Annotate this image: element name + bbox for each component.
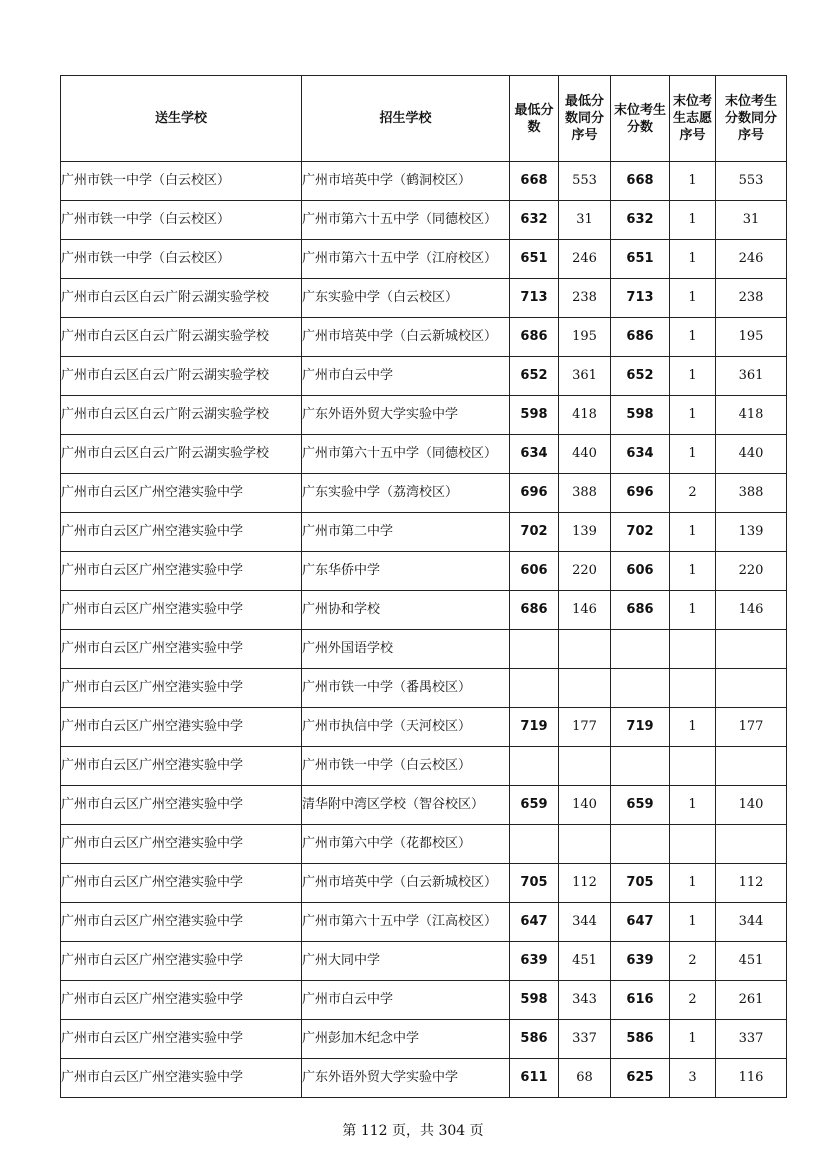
cell-sending-school: 广州市白云区广州空港实验中学 bbox=[61, 474, 302, 513]
cell-last-score-tie-rank: 553 bbox=[716, 162, 787, 201]
cell-sending-school: 广州市白云区广州空港实验中学 bbox=[61, 552, 302, 591]
cell-min-score-tie-rank: 68 bbox=[559, 1059, 611, 1098]
cell-admitting-school: 广州市第六十五中学（江高校区） bbox=[302, 903, 510, 942]
cell-last-score-tie-rank: 246 bbox=[716, 240, 787, 279]
cell-last-choice-rank: 2 bbox=[670, 981, 716, 1020]
cell-min-score-tie-rank: 146 bbox=[559, 591, 611, 630]
cell-last-choice-rank: 1 bbox=[670, 864, 716, 903]
cell-min-score-tie-rank: 337 bbox=[559, 1020, 611, 1059]
table-row bbox=[61, 786, 787, 825]
cell-min-score-tie-rank: 139 bbox=[559, 513, 611, 552]
cell-min-score-tie-rank bbox=[559, 630, 611, 669]
cell-last-score: 659 bbox=[611, 786, 670, 825]
cell-sending-school: 广州市白云区广州空港实验中学 bbox=[61, 864, 302, 903]
cell-min-score: 668 bbox=[510, 162, 559, 201]
cell-min-score: 647 bbox=[510, 903, 559, 942]
cell-last-score: 696 bbox=[611, 474, 670, 513]
cell-last-score-tie-rank: 440 bbox=[716, 435, 787, 474]
cell-last-score bbox=[611, 825, 670, 864]
header-sending-school: 送生学校 bbox=[61, 76, 302, 162]
cell-sending-school: 广州市白云区白云广附云湖实验学校 bbox=[61, 396, 302, 435]
cell-last-score: 616 bbox=[611, 981, 670, 1020]
cell-admitting-school: 广州市培英中学（鹤洞校区） bbox=[302, 162, 510, 201]
cell-min-score: 686 bbox=[510, 591, 559, 630]
cell-last-choice-rank: 1 bbox=[670, 240, 716, 279]
cell-admitting-school: 广州市第六中学（花都校区） bbox=[302, 825, 510, 864]
cell-last-choice-rank: 1 bbox=[670, 357, 716, 396]
cell-min-score-tie-rank bbox=[559, 825, 611, 864]
cell-sending-school: 广州市白云区广州空港实验中学 bbox=[61, 981, 302, 1020]
cell-last-score: 598 bbox=[611, 396, 670, 435]
cell-min-score: 632 bbox=[510, 201, 559, 240]
cell-last-score: 632 bbox=[611, 201, 670, 240]
cell-min-score: 634 bbox=[510, 435, 559, 474]
table-row bbox=[61, 279, 787, 318]
cell-last-score: 639 bbox=[611, 942, 670, 981]
cell-sending-school: 广州市白云区广州空港实验中学 bbox=[61, 942, 302, 981]
cell-last-score: 625 bbox=[611, 1059, 670, 1098]
cell-last-score-tie-rank: 344 bbox=[716, 903, 787, 942]
cell-last-score-tie-rank bbox=[716, 825, 787, 864]
cell-min-score-tie-rank: 220 bbox=[559, 552, 611, 591]
cell-admitting-school: 广东外语外贸大学实验中学 bbox=[302, 1059, 510, 1098]
cell-min-score: 586 bbox=[510, 1020, 559, 1059]
admission-scores-table bbox=[60, 75, 787, 1098]
cell-sending-school: 广州市白云区广州空港实验中学 bbox=[61, 591, 302, 630]
cell-min-score: 651 bbox=[510, 240, 559, 279]
cell-min-score-tie-rank: 246 bbox=[559, 240, 611, 279]
cell-last-score bbox=[611, 747, 670, 786]
table-row bbox=[61, 396, 787, 435]
table-row bbox=[61, 357, 787, 396]
cell-sending-school: 广州市白云区广州空港实验中学 bbox=[61, 1020, 302, 1059]
cell-last-score: 713 bbox=[611, 279, 670, 318]
cell-min-score-tie-rank: 440 bbox=[559, 435, 611, 474]
cell-min-score: 713 bbox=[510, 279, 559, 318]
header-min-score: 最低分数 bbox=[510, 76, 559, 162]
cell-sending-school: 广州市铁一中学（白云校区） bbox=[61, 201, 302, 240]
cell-admitting-school: 广州市培英中学（白云新城校区） bbox=[302, 318, 510, 357]
cell-min-score: 606 bbox=[510, 552, 559, 591]
cell-admitting-school: 广州大同中学 bbox=[302, 942, 510, 981]
cell-last-choice-rank: 2 bbox=[670, 474, 716, 513]
cell-min-score: 598 bbox=[510, 981, 559, 1020]
table-row bbox=[61, 240, 787, 279]
cell-last-score: 686 bbox=[611, 318, 670, 357]
cell-sending-school: 广州市白云区白云广附云湖实验学校 bbox=[61, 435, 302, 474]
cell-sending-school: 广州市白云区广州空港实验中学 bbox=[61, 825, 302, 864]
table-row bbox=[61, 708, 787, 747]
cell-admitting-school: 广州市第六十五中学（江府校区） bbox=[302, 240, 510, 279]
table-row bbox=[61, 162, 787, 201]
cell-min-score: 659 bbox=[510, 786, 559, 825]
cell-last-score bbox=[611, 669, 670, 708]
cell-last-score: 702 bbox=[611, 513, 670, 552]
cell-last-score-tie-rank: 112 bbox=[716, 864, 787, 903]
cell-last-choice-rank: 1 bbox=[670, 201, 716, 240]
cell-last-score: 652 bbox=[611, 357, 670, 396]
cell-last-score-tie-rank: 388 bbox=[716, 474, 787, 513]
cell-sending-school: 广州市白云区广州空港实验中学 bbox=[61, 708, 302, 747]
cell-admitting-school: 广州市第二中学 bbox=[302, 513, 510, 552]
cell-last-score-tie-rank: 177 bbox=[716, 708, 787, 747]
cell-min-score-tie-rank: 140 bbox=[559, 786, 611, 825]
cell-admitting-school: 广州市铁一中学（番禺校区） bbox=[302, 669, 510, 708]
cell-admitting-school: 广州协和学校 bbox=[302, 591, 510, 630]
cell-last-score: 719 bbox=[611, 708, 670, 747]
cell-last-choice-rank: 1 bbox=[670, 708, 716, 747]
cell-admitting-school: 广东华侨中学 bbox=[302, 552, 510, 591]
cell-min-score: 598 bbox=[510, 396, 559, 435]
cell-last-score-tie-rank bbox=[716, 747, 787, 786]
cell-min-score-tie-rank: 177 bbox=[559, 708, 611, 747]
header-min-score-tie-rank: 最低分数同分序号 bbox=[559, 76, 611, 162]
cell-last-score-tie-rank bbox=[716, 630, 787, 669]
cell-admitting-school: 广州市第六十五中学（同德校区） bbox=[302, 201, 510, 240]
table-row bbox=[61, 942, 787, 981]
cell-last-score-tie-rank: 238 bbox=[716, 279, 787, 318]
cell-admitting-school: 广东实验中学（白云校区） bbox=[302, 279, 510, 318]
cell-admitting-school: 广东外语外贸大学实验中学 bbox=[302, 396, 510, 435]
cell-last-choice-rank: 1 bbox=[670, 903, 716, 942]
cell-last-score: 651 bbox=[611, 240, 670, 279]
table-row bbox=[61, 747, 787, 786]
cell-min-score-tie-rank: 418 bbox=[559, 396, 611, 435]
cell-last-choice-rank: 1 bbox=[670, 786, 716, 825]
cell-last-score-tie-rank: 337 bbox=[716, 1020, 787, 1059]
cell-last-score: 606 bbox=[611, 552, 670, 591]
cell-min-score-tie-rank: 343 bbox=[559, 981, 611, 1020]
cell-last-score-tie-rank: 220 bbox=[716, 552, 787, 591]
header-last-score-tie-rank: 末位考生分数同分序号 bbox=[716, 76, 787, 162]
cell-min-score-tie-rank: 195 bbox=[559, 318, 611, 357]
cell-last-score-tie-rank: 195 bbox=[716, 318, 787, 357]
cell-min-score: 702 bbox=[510, 513, 559, 552]
cell-last-score-tie-rank: 116 bbox=[716, 1059, 787, 1098]
header-last-score: 末位考生分数 bbox=[611, 76, 670, 162]
table-row bbox=[61, 591, 787, 630]
cell-last-score-tie-rank: 261 bbox=[716, 981, 787, 1020]
cell-last-choice-rank: 1 bbox=[670, 318, 716, 357]
cell-min-score-tie-rank: 344 bbox=[559, 903, 611, 942]
cell-min-score bbox=[510, 825, 559, 864]
cell-last-choice-rank: 1 bbox=[670, 279, 716, 318]
table-row bbox=[61, 1059, 787, 1098]
cell-admitting-school: 广东实验中学（荔湾校区） bbox=[302, 474, 510, 513]
cell-sending-school: 广州市白云区广州空港实验中学 bbox=[61, 786, 302, 825]
cell-admitting-school: 广州市培英中学（白云新城校区） bbox=[302, 864, 510, 903]
cell-sending-school: 广州市白云区广州空港实验中学 bbox=[61, 513, 302, 552]
cell-last-score-tie-rank bbox=[716, 669, 787, 708]
header-admitting-school: 招生学校 bbox=[302, 76, 510, 162]
cell-sending-school: 广州市白云区广州空港实验中学 bbox=[61, 903, 302, 942]
cell-sending-school: 广州市铁一中学（白云校区） bbox=[61, 162, 302, 201]
cell-min-score bbox=[510, 747, 559, 786]
cell-sending-school: 广州市白云区广州空港实验中学 bbox=[61, 669, 302, 708]
cell-last-score-tie-rank: 361 bbox=[716, 357, 787, 396]
cell-last-score: 686 bbox=[611, 591, 670, 630]
cell-last-choice-rank: 1 bbox=[670, 591, 716, 630]
cell-min-score: 719 bbox=[510, 708, 559, 747]
cell-last-choice-rank: 3 bbox=[670, 1059, 716, 1098]
cell-last-choice-rank: 1 bbox=[670, 435, 716, 474]
table-row bbox=[61, 513, 787, 552]
table-row bbox=[61, 825, 787, 864]
cell-last-choice-rank: 1 bbox=[670, 1020, 716, 1059]
cell-min-score-tie-rank: 31 bbox=[559, 201, 611, 240]
cell-last-choice-rank: 1 bbox=[670, 552, 716, 591]
cell-admitting-school: 广州市执信中学（天河校区） bbox=[302, 708, 510, 747]
cell-min-score-tie-rank: 388 bbox=[559, 474, 611, 513]
cell-admitting-school: 广州彭加木纪念中学 bbox=[302, 1020, 510, 1059]
cell-min-score-tie-rank: 451 bbox=[559, 942, 611, 981]
cell-admitting-school: 广州市白云中学 bbox=[302, 357, 510, 396]
table-header-row bbox=[61, 76, 787, 162]
cell-sending-school: 广州市白云区广州空港实验中学 bbox=[61, 1059, 302, 1098]
cell-last-choice-rank bbox=[670, 747, 716, 786]
page-footer: 第 112 页，共 304 页 bbox=[342, 1123, 484, 1139]
cell-last-score: 647 bbox=[611, 903, 670, 942]
cell-min-score bbox=[510, 669, 559, 708]
table-row bbox=[61, 630, 787, 669]
cell-min-score bbox=[510, 630, 559, 669]
cell-last-score bbox=[611, 630, 670, 669]
cell-admitting-school: 广州市铁一中学（白云校区） bbox=[302, 747, 510, 786]
cell-last-choice-rank bbox=[670, 669, 716, 708]
cell-min-score: 652 bbox=[510, 357, 559, 396]
table-row bbox=[61, 318, 787, 357]
cell-last-score-tie-rank: 139 bbox=[716, 513, 787, 552]
table-row bbox=[61, 669, 787, 708]
cell-last-score-tie-rank: 31 bbox=[716, 201, 787, 240]
cell-admitting-school: 广州外国语学校 bbox=[302, 630, 510, 669]
cell-last-choice-rank: 1 bbox=[670, 513, 716, 552]
cell-min-score: 696 bbox=[510, 474, 559, 513]
cell-sending-school: 广州市白云区广州空港实验中学 bbox=[61, 747, 302, 786]
table-row bbox=[61, 903, 787, 942]
cell-sending-school: 广州市铁一中学（白云校区） bbox=[61, 240, 302, 279]
table-row bbox=[61, 201, 787, 240]
cell-sending-school: 广州市白云区广州空港实验中学 bbox=[61, 630, 302, 669]
cell-sending-school: 广州市白云区白云广附云湖实验学校 bbox=[61, 279, 302, 318]
cell-last-score: 668 bbox=[611, 162, 670, 201]
table-row bbox=[61, 1020, 787, 1059]
cell-last-score-tie-rank: 146 bbox=[716, 591, 787, 630]
table-row bbox=[61, 864, 787, 903]
table-row bbox=[61, 981, 787, 1020]
table-row bbox=[61, 435, 787, 474]
header-last-choice-rank: 末位考生志愿序号 bbox=[670, 76, 716, 162]
cell-last-choice-rank bbox=[670, 825, 716, 864]
cell-last-score-tie-rank: 418 bbox=[716, 396, 787, 435]
cell-min-score: 611 bbox=[510, 1059, 559, 1098]
cell-last-score: 705 bbox=[611, 864, 670, 903]
table-row bbox=[61, 474, 787, 513]
cell-last-score-tie-rank: 140 bbox=[716, 786, 787, 825]
cell-last-score: 586 bbox=[611, 1020, 670, 1059]
cell-sending-school: 广州市白云区白云广附云湖实验学校 bbox=[61, 318, 302, 357]
cell-min-score: 686 bbox=[510, 318, 559, 357]
table-body bbox=[61, 162, 787, 1098]
cell-min-score-tie-rank bbox=[559, 669, 611, 708]
cell-admitting-school: 清华附中湾区学校（智谷校区） bbox=[302, 786, 510, 825]
cell-min-score-tie-rank bbox=[559, 747, 611, 786]
cell-last-score-tie-rank: 451 bbox=[716, 942, 787, 981]
cell-min-score: 705 bbox=[510, 864, 559, 903]
cell-last-choice-rank: 2 bbox=[670, 942, 716, 981]
cell-last-choice-rank: 1 bbox=[670, 162, 716, 201]
cell-min-score-tie-rank: 238 bbox=[559, 279, 611, 318]
cell-min-score: 639 bbox=[510, 942, 559, 981]
cell-min-score-tie-rank: 112 bbox=[559, 864, 611, 903]
cell-last-choice-rank: 1 bbox=[670, 396, 716, 435]
cell-min-score-tie-rank: 553 bbox=[559, 162, 611, 201]
cell-last-score: 634 bbox=[611, 435, 670, 474]
table-row bbox=[61, 552, 787, 591]
cell-last-choice-rank bbox=[670, 630, 716, 669]
cell-sending-school: 广州市白云区白云广附云湖实验学校 bbox=[61, 357, 302, 396]
cell-admitting-school: 广州市第六十五中学（同德校区） bbox=[302, 435, 510, 474]
cell-min-score-tie-rank: 361 bbox=[559, 357, 611, 396]
cell-admitting-school: 广州市白云中学 bbox=[302, 981, 510, 1020]
